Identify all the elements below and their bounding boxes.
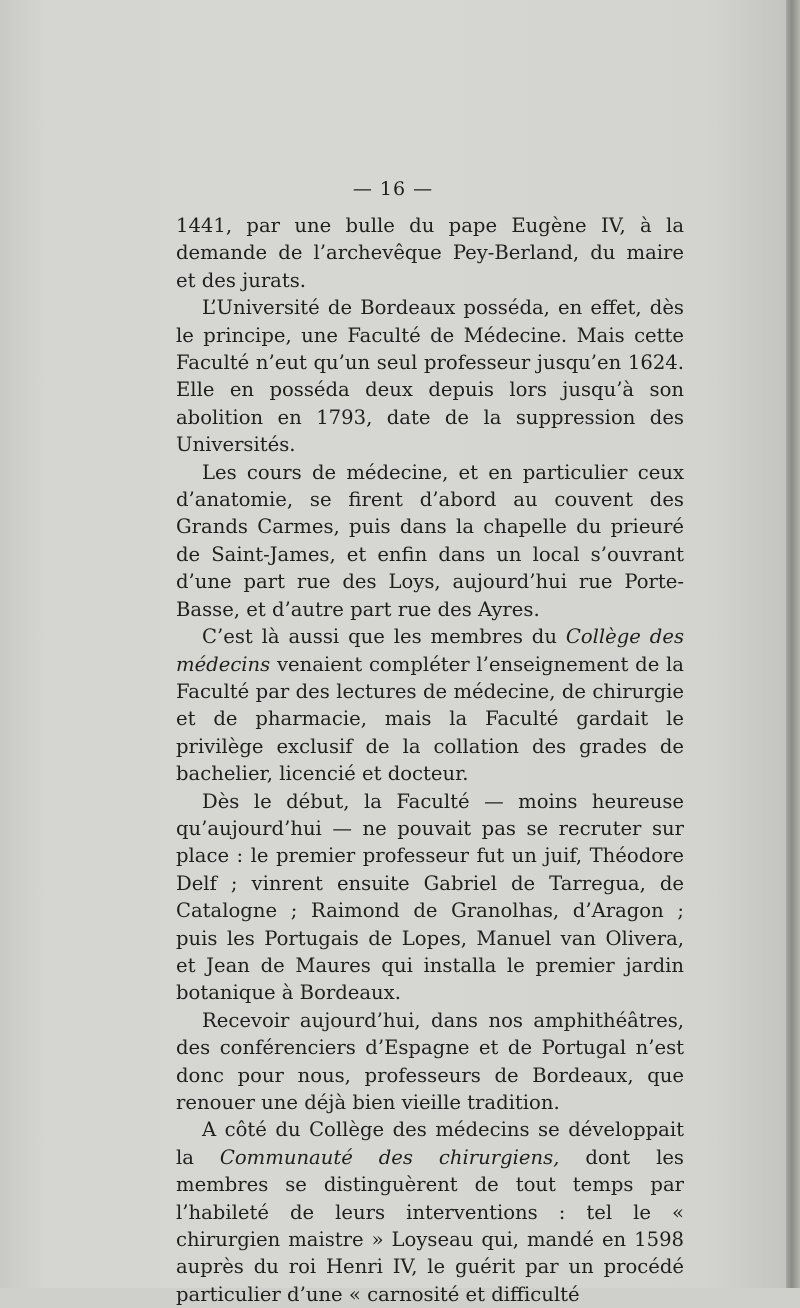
page-number: — 16 —: [352, 178, 434, 200]
paragraph: [176, 294, 684, 458]
paragraph: [176, 1116, 684, 1308]
text-segment: Recevoir aujourd’hui, dans nos amphithéâtres, des conférenciers d’Espagne et de Portugal n’est donc pour nous, professeurs de Bordeaux, que renouer une déjà bien vieille tradition.: [176, 1008, 684, 1114]
text-segment: C’est là aussi que les membres du: [202, 625, 566, 649]
italic-title: Communauté des chirurgiens,: [219, 1145, 560, 1169]
page-right-edge: [786, 0, 800, 1288]
text-segment: A côté du Collège des médecins se développait la: [176, 1118, 684, 1169]
text-body: [176, 212, 684, 1308]
text-segment: Les cours de médecine, et en particulier ceux d’anatomie, se firent d’abord au couvent des Grands Carmes, puis dans la chapelle du prieuré de Saint-James, et enfin dans un local s’ouvrant d’une part rue des Loys, aujourd’hui rue Porte-Basse, et d’autre part rue des Ayres.: [176, 460, 684, 621]
text-segment: Dès le début, la Faculté — moins heureuse qu’aujourd’hui — ne pouvait pas se recruter sur place : le premier professeur fut un juif, Théodore Delf ; vinrent ensuite Gabriel de Tarregua, de Catalogne ; Raimond de Granolhas, d’Aragon ; puis les Portugais de Lopes, Manuel van Olivera, et Jean de Maures qui installa le premier jardin botanique à Bordeaux.: [176, 789, 684, 1005]
text-segment: venaient compléter l’enseignement de la Faculté par des lectures de médecine, de chirurgie et de pharmacie, mais la Faculté gardait le privilège exclusif de la collation des grades de bachelier, licencié et docteur.: [176, 652, 684, 786]
italic-title: Collège des médecins: [176, 625, 684, 676]
text-segment: dont les membres se distinguèrent de tout temps par l’habileté de leurs interventions : tel le « chirurgien maistre » Loyseau qui, mandé en 1598 auprès du roi Henri IV, le guérit par un procédé particulier d’une « carnosité et difficulté: [176, 1145, 684, 1306]
text-segment: L’Université de Bordeaux posséda, en effet, dès le principe, une Faculté de Médecine. Mais cette Faculté n’eut qu’un seul professeur jusqu’en 1624. Elle en posséda deux depuis lors jusqu’à son abolition en 1793, date de la suppression des Universités.: [176, 296, 684, 457]
text-segment: 1441, par une bulle du pape Eugène IV, à la demande de l’archevêque Pey-Berland, du maire et des jurats.: [176, 214, 684, 292]
paragraph: [176, 459, 684, 623]
paragraph: [176, 1007, 684, 1117]
paragraph: [176, 788, 684, 1007]
paragraph: [176, 623, 684, 787]
paragraph: [176, 212, 684, 294]
